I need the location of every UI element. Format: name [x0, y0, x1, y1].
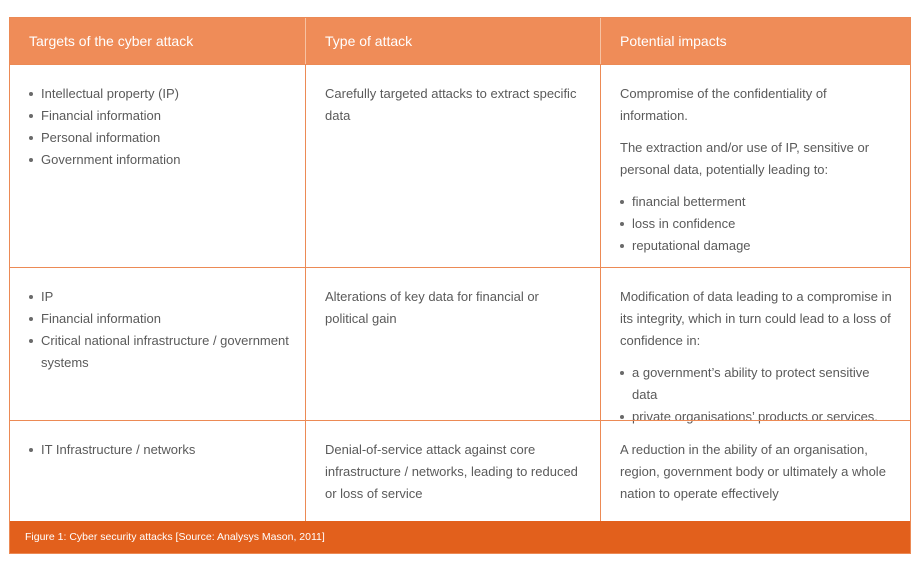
list-item: Personal information: [29, 127, 289, 149]
table-row: [10, 420, 910, 522]
impacts-cell: [601, 421, 910, 522]
header-type: Type of attack: [306, 18, 601, 64]
targets-list: [29, 286, 289, 374]
impacts-cell: [601, 268, 910, 424]
impact-list: [620, 362, 894, 428]
cyber-attacks-table: [9, 17, 911, 554]
type-text: Denial-of-service attack against core infrastructure / networks, leading to reduced or loss of service: [325, 442, 578, 501]
list-item: IP: [29, 286, 289, 308]
table-row: [10, 267, 910, 424]
list-item: private organisations’ products or services.: [620, 406, 894, 428]
list-item: financial betterment: [620, 191, 894, 213]
type-cell: [306, 421, 601, 522]
figure-caption: Figure 1: Cyber security attacks [Source: Analysys Mason, 2011]: [10, 521, 910, 553]
table-row: [10, 64, 910, 267]
list-item: loss in confidence: [620, 213, 894, 235]
list-item: Critical national infrastructure / government systems: [29, 330, 289, 374]
impact-paragraph: Compromise of the confidentiality of information.: [620, 86, 827, 123]
targets-cell: [10, 421, 306, 522]
impacts-cell: [601, 65, 910, 267]
targets-list: [29, 83, 289, 171]
header-targets: Targets of the cyber attack: [10, 18, 306, 64]
type-cell: [306, 65, 601, 267]
impact-paragraph: The extraction and/or use of IP, sensitive or personal data, potentially leading to:: [620, 140, 870, 177]
targets-list: [29, 439, 289, 461]
header-impacts: Potential impacts: [620, 33, 727, 49]
targets-cell: [10, 65, 306, 267]
list-item: a government’s ability to protect sensitive data: [620, 362, 894, 406]
list-item: Intellectual property (IP): [29, 83, 289, 105]
impact-paragraph: Modification of data leading to a compromise in its integrity, which in turn could lead to a loss of confidence in:: [620, 289, 892, 348]
impact-paragraph: A reduction in the ability of an organisation, region, government body or ultimately a whole nation to operate effectively: [620, 442, 886, 501]
targets-cell: [10, 268, 306, 420]
list-item: Financial information: [29, 105, 289, 127]
impact-list: [620, 191, 894, 257]
table-header-row: [10, 18, 910, 64]
list-item: reputational damage: [620, 235, 894, 257]
list-item: Financial information: [29, 308, 289, 330]
list-item: IT Infrastructure / networks: [29, 439, 289, 461]
list-item: Government information: [29, 149, 289, 171]
type-text: Alterations of key data for financial or political gain: [325, 289, 539, 326]
type-text: Carefully targeted attacks to extract specific data: [325, 86, 577, 123]
type-cell: [306, 268, 601, 420]
